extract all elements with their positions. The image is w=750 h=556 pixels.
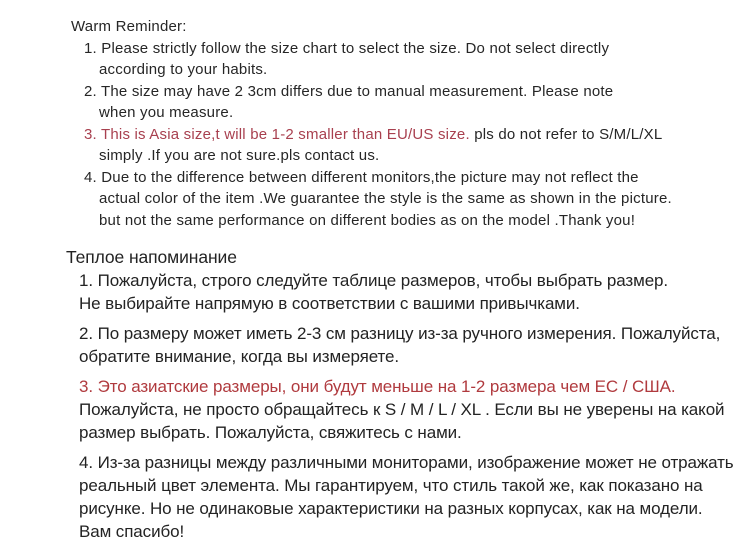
text-line: [79, 421, 734, 444]
reminder-item-2: [66, 322, 734, 368]
text-line: [79, 345, 734, 368]
text-line: [79, 322, 734, 345]
reminder-item-4: [71, 167, 672, 232]
text-segment: 4. Due to the difference between different monitors,the picture may not reflect the: [84, 168, 639, 186]
text-segment: 1. Пожалуйста, строго следуйте таблице размеров, чтобы выбрать размер.: [79, 271, 669, 290]
text-segment: actual color of the item .We guarantee the style is the same as shown in the picture.: [99, 190, 672, 207]
english-reminder-section: [71, 16, 672, 231]
text-segment: 1. Please strictly follow the size chart to select the size. Do not select directly: [84, 39, 610, 57]
text-line: [84, 124, 672, 146]
text-segment: pls do not refer to S/M/L/XL: [469, 125, 663, 143]
text-line: [79, 375, 734, 398]
russian-reminder-list: [66, 269, 734, 543]
text-line: [99, 145, 672, 167]
text-line: [79, 292, 734, 315]
text-segment: according to your habits.: [99, 61, 268, 78]
text-line: [99, 188, 672, 210]
text-segment: размер выбрать. Пожалуйста, свяжитесь с нами.: [79, 423, 462, 442]
russian-reminder-section: [66, 246, 734, 543]
text-line: [99, 59, 672, 81]
text-segment: Не выбирайте напрямую в соответствии с вашими привычками.: [79, 294, 580, 313]
text-line: [79, 497, 734, 520]
text-segment: Пожалуйста, не просто обращайтесь к S / M / L / XL . Если вы не уверены на какой: [79, 400, 725, 419]
text-segment: 4. Из-за разницы между различными мониторами, изображение может не отражать: [79, 453, 734, 472]
english-section-heading: Warm Reminder:: [71, 18, 187, 35]
text-line: [79, 520, 734, 543]
reminder-item-1: [71, 38, 672, 81]
reminder-item-1: [66, 269, 734, 315]
text-segment: but not the same performance on different bodies as on the model .Thank you!: [99, 211, 636, 229]
russian-section-heading: Теплое напоминание: [66, 247, 237, 267]
text-line: [84, 167, 672, 189]
text-segment: обратите внимание, когда вы измеряете.: [79, 347, 399, 366]
english-reminder-list: [71, 38, 672, 232]
text-segment: реальный цвет элемента. Мы гарантируем, что стиль такой же, как показано на: [79, 476, 703, 495]
text-segment: simply .If you are not sure.pls contact us.: [99, 147, 380, 164]
highlighted-text-segment: 3. Это азиатские размеры, они будут меньше на 1-2 размера чем ЕС / США.: [79, 377, 676, 396]
text-line: [79, 398, 734, 421]
text-line: [99, 210, 672, 232]
text-segment: Вам спасибо!: [79, 522, 185, 541]
text-line: [84, 81, 672, 103]
text-line: [79, 474, 734, 497]
text-line: [99, 102, 672, 124]
reminder-item-2: [71, 81, 672, 124]
reminder-item-3: [71, 124, 672, 167]
text-line: [79, 451, 734, 474]
text-segment: 2. По размеру может иметь 2-3 см разницу из-за ручного измерения. Пожалуйста,: [79, 324, 721, 343]
text-segment: 2. The size may have 2 3cm differs due to manual measurement. Please note: [84, 82, 614, 100]
text-line: [79, 269, 734, 292]
text-segment: when you measure.: [99, 104, 234, 121]
highlighted-text-segment: 3. This is Asia size,t will be 1-2 smaller than EU/US size.: [84, 125, 470, 143]
text-line: [84, 38, 672, 60]
text-segment: рисунке. Но не одинаковые характеристики на разных корпусах, как на модели.: [79, 499, 703, 518]
reminder-item-4: [66, 451, 734, 543]
reminder-item-3: [66, 375, 734, 444]
